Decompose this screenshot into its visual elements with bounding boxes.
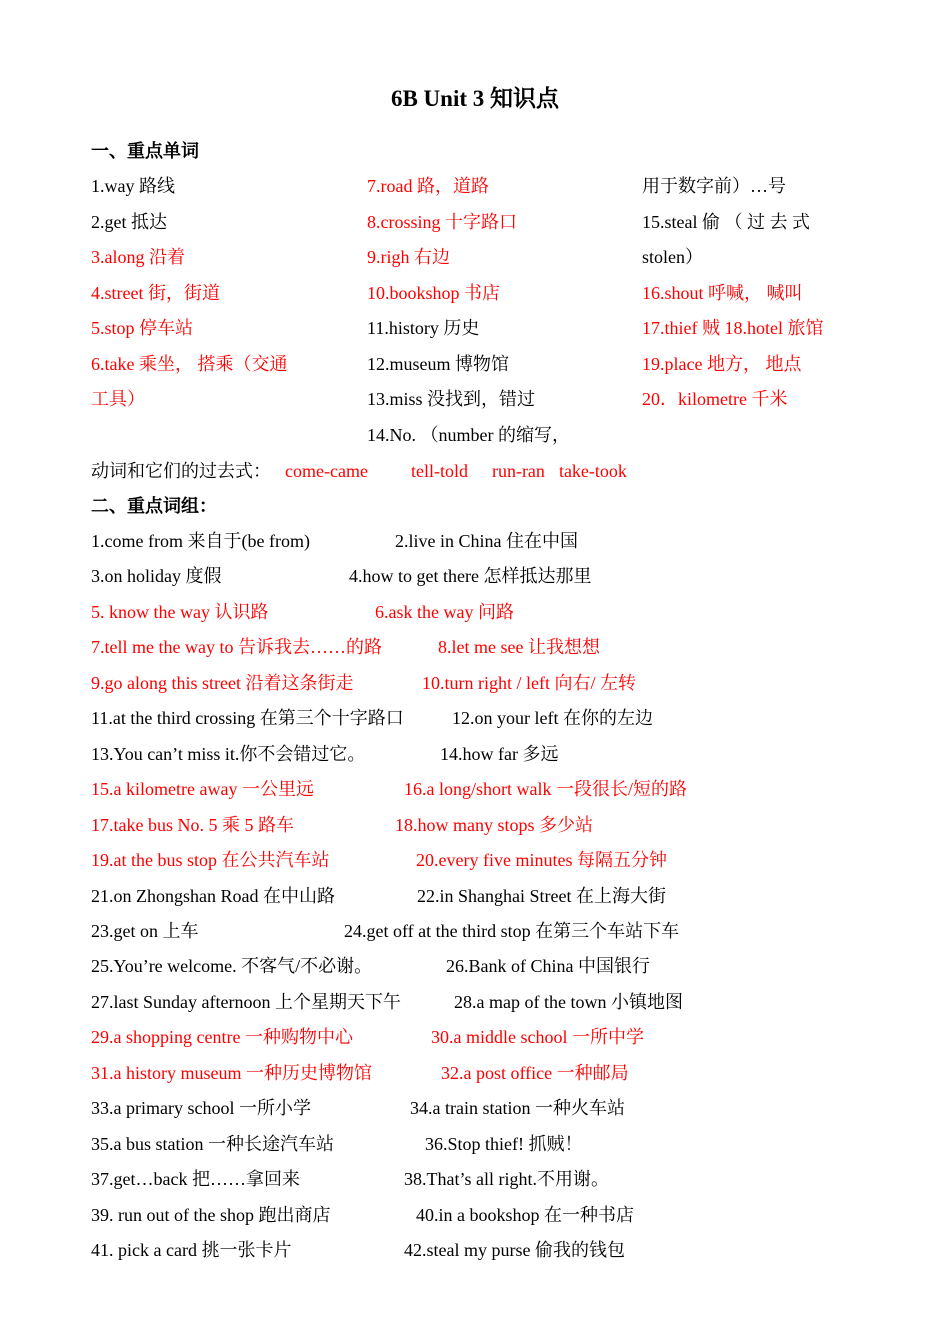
vocab-item: 1.way 路线 <box>91 176 175 196</box>
vocab-item: 7.road 路，道路 <box>367 176 489 196</box>
vocab-item: 16.shout 呼喊， 喊叫 <box>642 282 803 303</box>
phrase-item: 1.come from 来自于(be from) <box>91 531 310 551</box>
vocab-item: 10.bookshop 书店 <box>367 282 501 303</box>
phrase-item: 9.go along this street 沿着这条街走 <box>91 672 354 693</box>
phrase-item: 21.on Zhongshan Road 在中山路 <box>91 885 335 906</box>
vocab-item: 17.thief 贼 18.hotel 旅馆 <box>642 318 824 338</box>
vocab-item: 8.crossing 十字路口 <box>367 211 517 232</box>
phrase-item: 34.a train station 一种火车站 <box>410 1098 625 1119</box>
phrase-item: 4.how to get there 怎样抵达那里 <box>349 566 592 587</box>
phrase-item: 5. know the way 认识路 <box>91 601 269 622</box>
phrase-item: 30.a middle school 一所中学 <box>431 1027 644 1048</box>
phrase-item: 42.steal my purse 偷我的钱包 <box>404 1240 625 1260</box>
phrase-item: 14.how far 多远 <box>440 743 559 764</box>
vocab-item: 5.stop 停车站 <box>91 318 194 338</box>
vocab-item: stolen） <box>642 247 703 267</box>
phrase-item: 17.take bus No. 5 乘 5 路车 <box>91 814 294 835</box>
vocab-item: 2.get 抵达 <box>91 211 167 232</box>
vocab-item: 9.righ 右边 <box>367 247 450 267</box>
verb-pair: come-came <box>285 461 368 481</box>
phrase-item: 31.a history museum 一种历史博物馆 <box>91 1062 372 1083</box>
phrase-item: 27.last Sunday afternoon 上个星期天下午 <box>91 991 401 1012</box>
phrase-item: 12.on your left 在你的左边 <box>452 708 653 729</box>
phrase-item: 18.how many stops 多少站 <box>395 814 593 835</box>
verb-pair: run-ran <box>491 461 545 481</box>
vocab-item: 用于数字前）…号 <box>642 176 786 196</box>
phrase-item: 13.You can’t miss it.你不会错过它。 <box>91 743 366 764</box>
phrase-item: 36.Stop thief! 抓贼！ <box>425 1133 583 1154</box>
phrase-item: 7.tell me the way to 告诉我去……的路 <box>91 637 382 658</box>
vocab-item: 4.street 街，街道 <box>91 282 220 303</box>
phrase-item: 15.a kilometre away 一公里远 <box>91 779 314 800</box>
phrase-item: 33.a primary school 一所小学 <box>91 1098 311 1119</box>
phrase-item: 29.a shopping centre 一种购物中心 <box>91 1027 353 1048</box>
phrase-item: 16.a long/short walk 一段很长/短的路 <box>404 779 687 800</box>
phrase-item: 19.at the bus stop 在公共汽车站 <box>91 850 330 871</box>
vocab-item: 15.steal 偷 （ 过 去 式 <box>642 211 810 232</box>
vocab-item: 6.take 乘坐， 搭乘（交通 <box>91 353 288 374</box>
section-heading-vocabulary: 一、重点单词 <box>91 141 199 161</box>
phrase-item: 20.every five minutes 每隔五分钟 <box>416 850 667 871</box>
page-title: 6B Unit 3 知识点 <box>390 86 560 111</box>
vocab-item: 11.history 历史 <box>367 318 480 338</box>
phrase-item: 25.You’re welcome. 不客气/不必谢。 <box>91 956 373 977</box>
phrase-item: 2.live in China 住在中国 <box>395 531 578 551</box>
vocab-item: 工具） <box>91 389 145 409</box>
phrase-item: 39. run out of the shop 跑出商店 <box>91 1204 331 1225</box>
phrase-item: 10.turn right / left 向右/ 左转 <box>422 672 636 693</box>
phrase-item: 3.on holiday 度假 <box>91 566 222 587</box>
phrase-item: 11.at the third crossing 在第三个十字路口 <box>91 708 404 729</box>
phrase-item: 26.Bank of China 中国银行 <box>446 956 650 977</box>
phrase-item: 37.get…back 把……拿回来 <box>91 1169 300 1190</box>
phrase-item: 40.in a bookshop 在一种书店 <box>416 1204 634 1225</box>
verb-pair: take-took <box>558 461 627 481</box>
phrase-item: 41. pick a card 挑一张卡片 <box>91 1240 292 1260</box>
phrase-item: 35.a bus station 一种长途汽车站 <box>91 1133 334 1154</box>
phrase-item: 23.get on 上车 <box>91 920 199 941</box>
verbs-line <box>91 459 627 483</box>
verb-pair: tell-told <box>410 461 468 481</box>
phrase-item: 38.That’s all right.不用谢。 <box>404 1169 609 1190</box>
phrase-item: 6.ask the way 问路 <box>375 601 514 622</box>
phrase-item: 24.get off at the third stop 在第三个车站下车 <box>344 920 680 941</box>
vocab-item: 14.No. （number 的缩写， <box>367 424 570 445</box>
vocab-item: 20．kilometre 千米 <box>642 389 788 409</box>
vocab-item: 3.along 沿着 <box>91 247 185 267</box>
phrase-item: 32.a post office 一种邮局 <box>441 1062 629 1083</box>
vocab-item: 19.place 地方， 地点 <box>642 353 802 374</box>
phrase-item: 28.a map of the town 小镇地图 <box>454 991 683 1012</box>
phrase-item: 8.let me see 让我想想 <box>438 637 600 658</box>
vocab-item: 13.miss 没找到，错过 <box>367 389 536 409</box>
verbs-label: 动词和它们的过去式： <box>91 461 271 481</box>
vocab-item: 12.museum 博物馆 <box>367 353 509 374</box>
phrase-item: 22.in Shanghai Street 在上海大街 <box>417 885 666 906</box>
section-heading-phrases: 二、重点词组： <box>91 496 217 516</box>
